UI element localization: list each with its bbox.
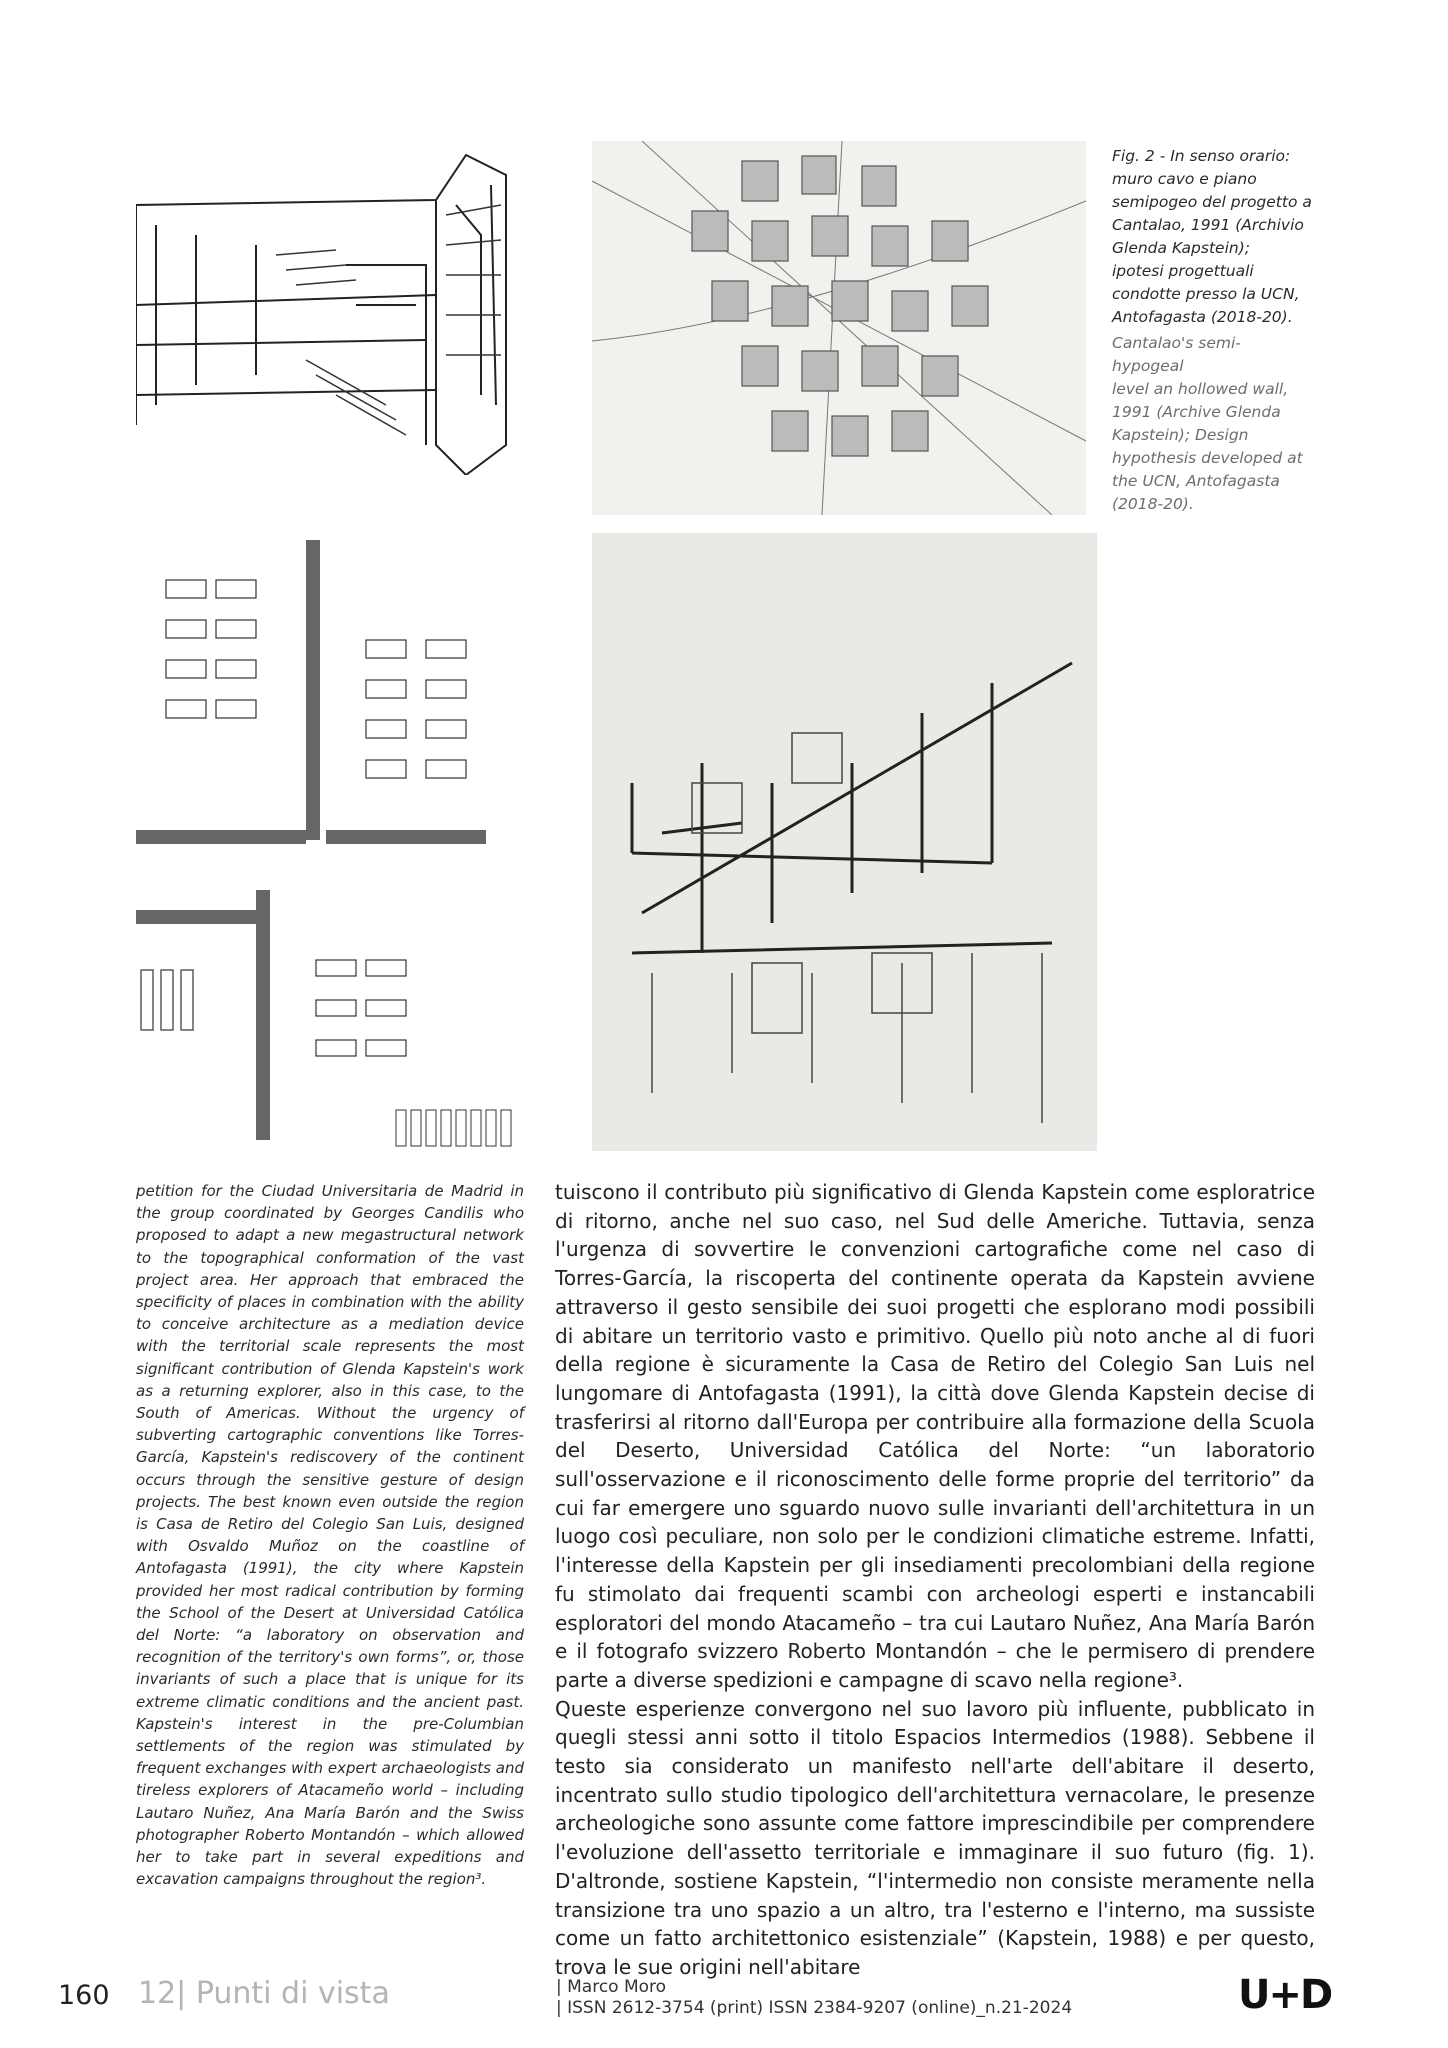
sketch-image xyxy=(136,145,576,475)
italian-column xyxy=(555,1178,1315,1982)
italian-paragraph-2: Queste esperienze convergono nel suo lavoro più influente, pubblicato in quegli stessi anni sotto il titolo Espacios Intermedios (1988). Sebbene il testo sia considerato un manifesto nell'arte dell'abitare il deserto, incentrato sullo studio tipologico dell'architettura vernacolare, le presenze archeologiche sono assunte come fattore imprescindibile per comprendere l'evoluzione dell'assetto territoriale e immaginare il suo futuro (fig. 1). D'altronde, sostiene Kapstein, “l'intermedio non consiste meramente nella transizione tra uno spazio a un altro, tra l'esterno e l'interno, ma sussiste come un fatto architettonico esistenziale” (Kapstein, 1988) e per questo, trova le sue origini nell'abitare xyxy=(555,1696,1315,1979)
figure-caption xyxy=(1112,145,1312,516)
italian-paragraph-1: tuiscono il contributo più significativo di Glenda Kapstein come esploratrice di ritorno, anche nel suo caso, nel Sud delle Americhe. Tuttavia, senza l'urgenza di sovvertire le convenzioni cartografiche come nel caso di Torres-García, la riscoperta del continente operata da Kapstein avviene attraverso il gesto sensibile dei suoi progetti che esplorano modi possibili di abitare un territorio vasto e primitivo. Quello più noto anche al di fuori della regione è sicuramente la Casa de Retiro del Colegio San Luis nel lungomare di Antofagasta (1991), la città dove Glenda Kapstein decise di trasferirsi al ritorno dall'Europa per contribuire alla formazione della Scuola del Deserto, Universidad Católica del Norte: “un laboratorio sull'osservazione e il riconoscimento delle forme proprie del territorio” da cui far emergere uno sguardo nuovo sulle invarianti dell'architettura in un luogo così peculiare, non solo per le condizioni climatiche estreme. Infatti, l'interesse della Kapstein per gli insediamenti precolombiani della regione fu stimolato dai frequenti scambi con archeologi esperti e instancabili esploratori del mondo Atacameño – tra cui Lautaro Nuñez, Ana María Barón e il fotografo svizzero Roberto Montandón – che le permisero di prendere parte a diverse spedizioni e campagne di scavo nella regione³. xyxy=(555,1180,1315,1692)
english-column: petition for the Ciudad Universitaria de Madrid in the group coordinated by Georges Candilis who proposed to adapt a new megastructural network to the topographical conformation of the vast project area. Her approach that embraced the specificity of places in combination with the ability to conceive architecture as a mediation device with the territorial scale represents the most significant contribution of Glenda Kapstein's work as a returning explorer, also in this case, to the South of Americas. Without the urgency of subverting cartographic conventions like Torres-García, Kapstein's rediscovery of the continent occurs through the sensitive gesture of design projects. The best known even outside the region is Casa de Retiro del Colegio San Luis, designed with Osvaldo Muñoz on the coastline of Antofagasta (1991), the city where Kapstein provided her most radical contribution by forming the School of the Desert at Universidad Católica del Norte: “a laboratory on observation and recognition of the territory's own forms”, or, those invariants of such a place that is unique for its extreme climatic conditions and the ancient past. Kapstein's interest in the pre-Columbian settlements of the region was stimulated by frequent exchanges with expert archaeologists and tireless explorers of Atacameño world – including Lautaro Nuñez, Ana María Barón and the Swiss photographer Roberto Montandón – which allowed her to take part in several expeditions and excavation campaigns throughout the region³. xyxy=(136,1182,524,1889)
journal-logo: U+D xyxy=(1238,1972,1332,2018)
caption-italian: Fig. 2 - In senso orario: muro cavo e piano semipogeo del progetto a Cantalao, 1991 (Archivio Glenda Kapstein); ipotesi progettuali condotte presso la UCN, Antofagasta (2018-20). xyxy=(1112,147,1312,326)
issn-label: | ISSN 2612-3754 (print) ISSN 2384-9207 (online)_n.21-2024 xyxy=(556,1998,1073,2018)
page-number: 160 xyxy=(58,1980,110,2011)
blocks-image xyxy=(136,530,576,1152)
author-label: | Marco Moro xyxy=(556,1977,667,1997)
section-label: 12| Punti di vista xyxy=(138,1976,390,2011)
drawing-image xyxy=(592,533,1097,1151)
journal-info xyxy=(556,1977,1072,2019)
caption-english: Cantalao's semi-hypogeal level an hollowed wall, 1991 (Archive Glenda Kapstein); Design hypothesis developed at the UCN, Antofagasta (2018-20). xyxy=(1112,334,1303,513)
siteplan-image xyxy=(592,141,1086,515)
